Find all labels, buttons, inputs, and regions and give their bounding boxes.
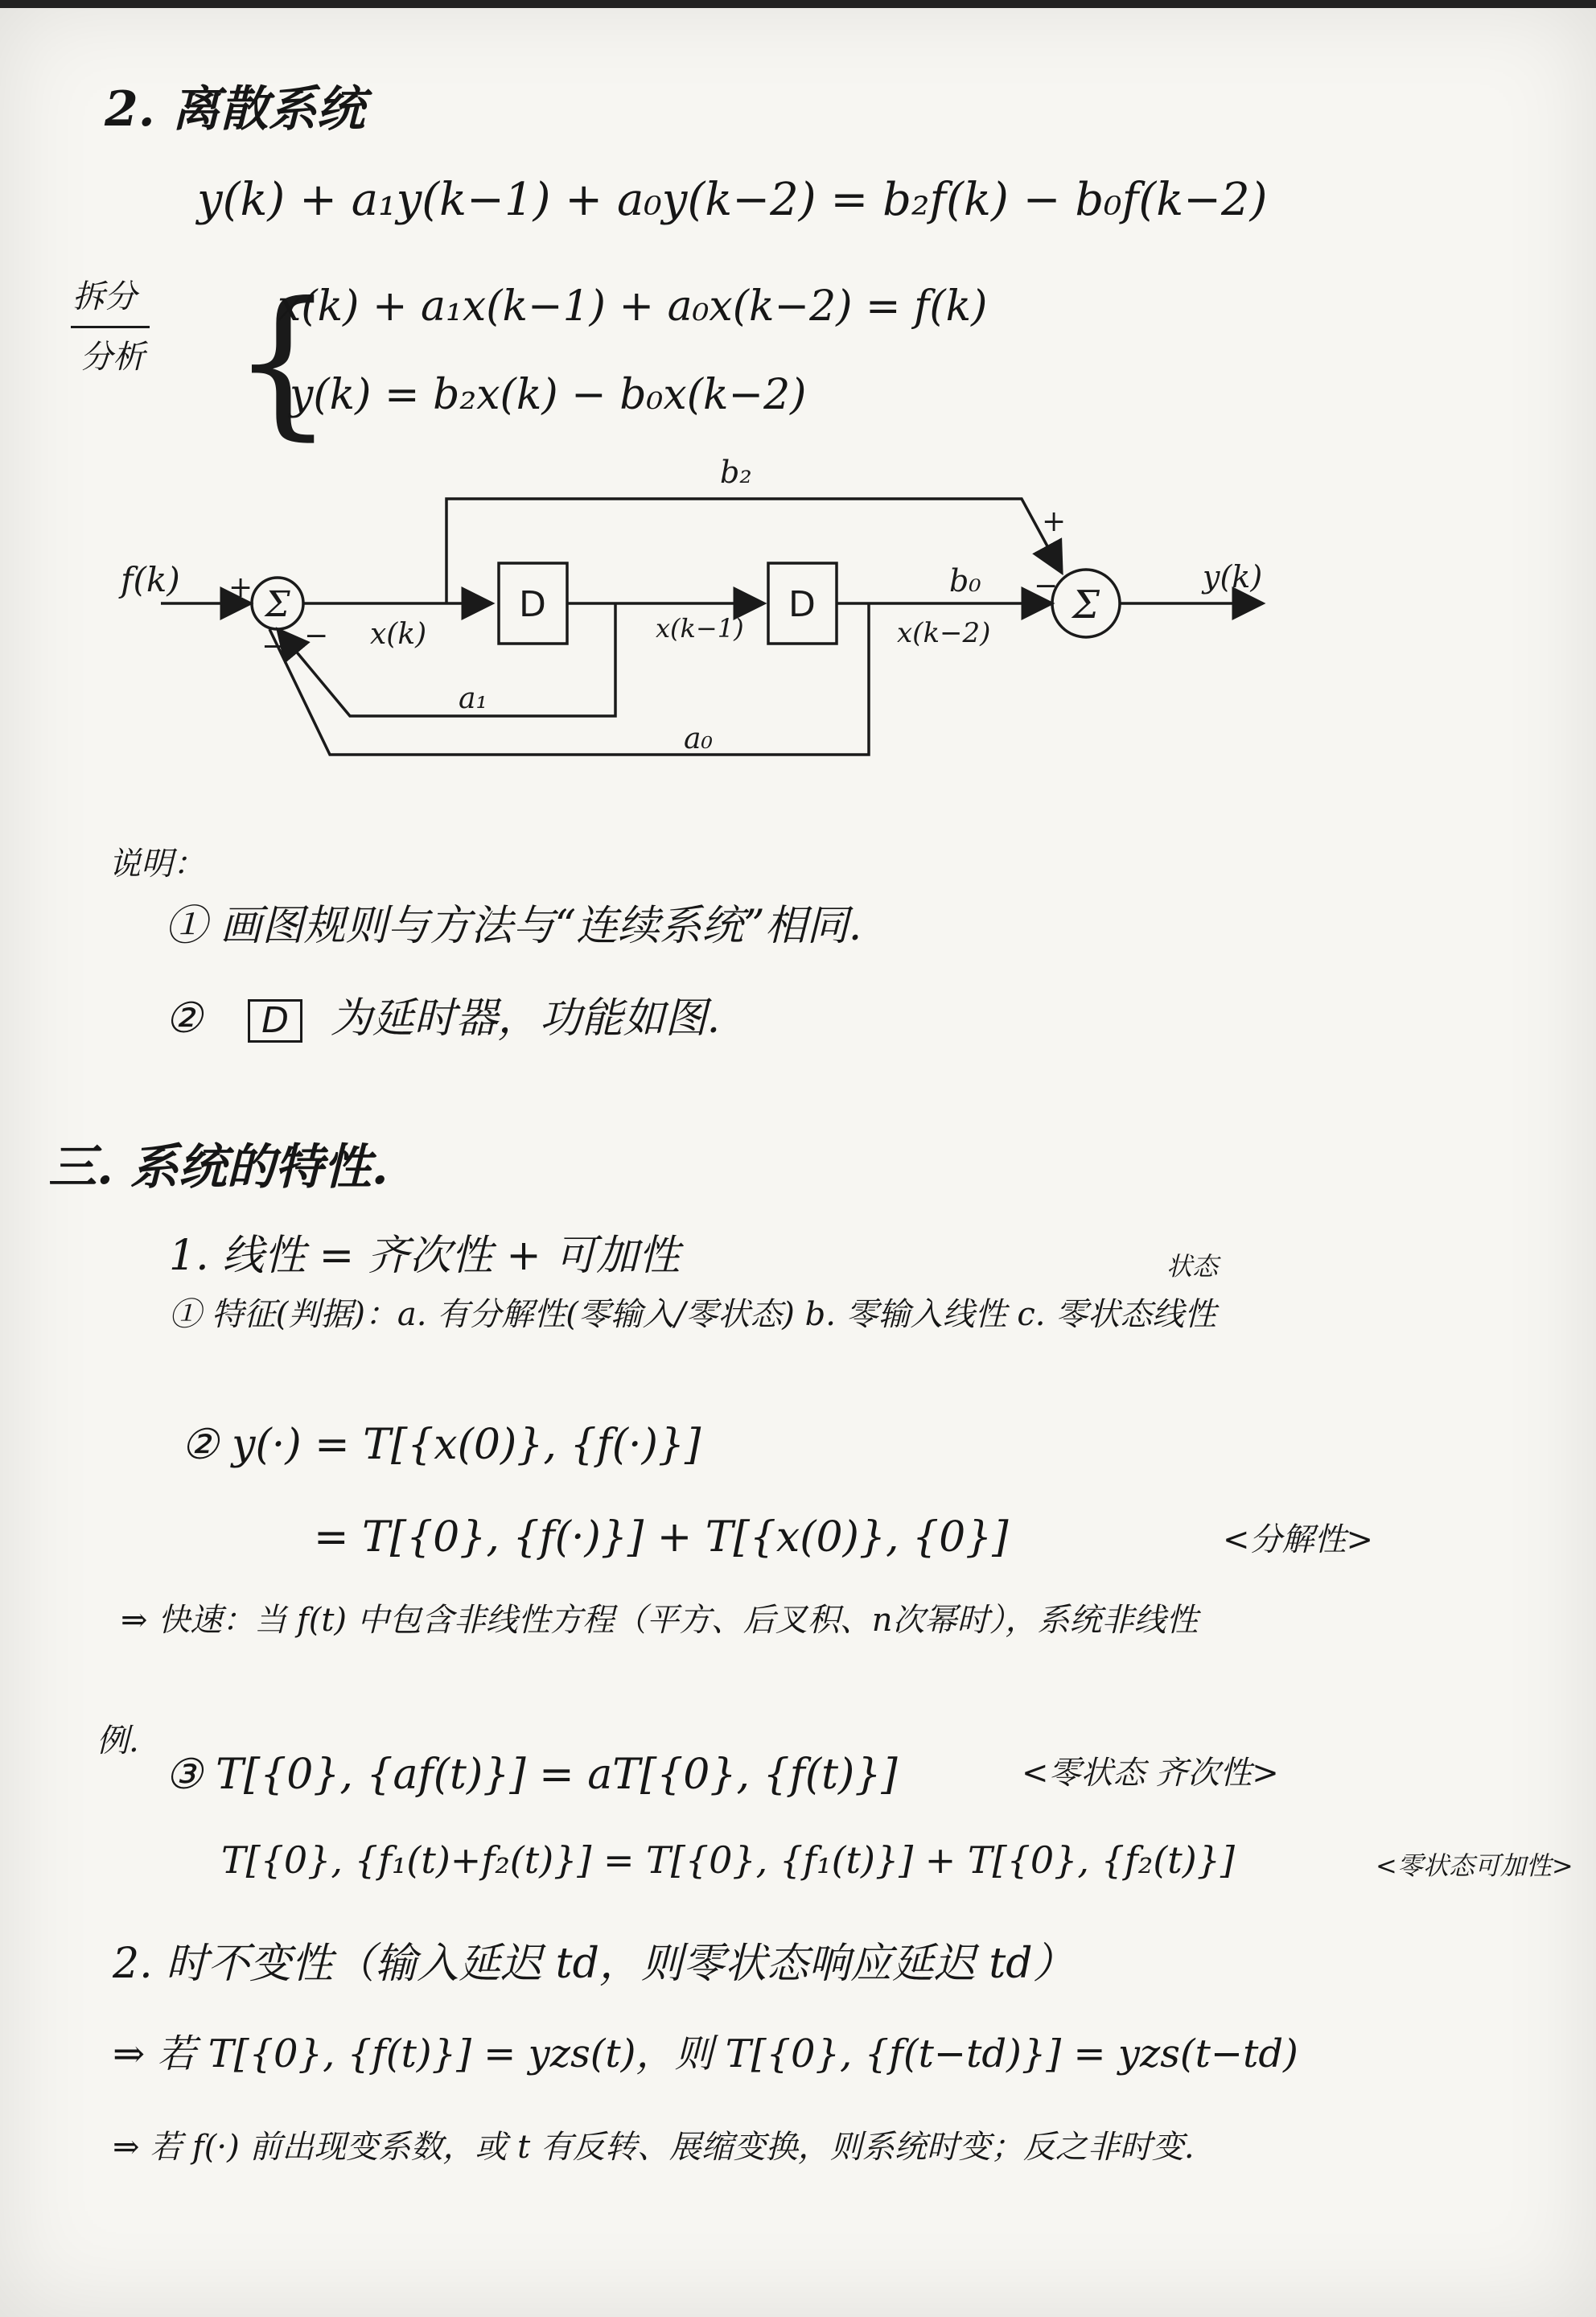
overwrite-state: 状态 bbox=[1166, 1251, 1219, 1282]
sign-minus-b0: − bbox=[1034, 570, 1059, 603]
analysis-equation-1: x(k) + a₁x(k−1) + a₀x(k−2) = f(k) bbox=[278, 282, 988, 331]
label-a0: a₀ bbox=[684, 722, 713, 755]
sign-minus-a1: − bbox=[304, 619, 329, 652]
homogeneity-note: <零状态 齐次性> bbox=[1022, 1755, 1279, 1792]
sign-plus-b2: + bbox=[1042, 505, 1067, 538]
diagram-output-label: y(k) bbox=[1203, 559, 1263, 595]
label-x-k: x(k) bbox=[370, 618, 427, 651]
linearity-definition: 1. 线性 = 齐次性 + 可加性 bbox=[169, 1232, 681, 1280]
page-top-edge bbox=[0, 0, 1596, 8]
additivity-note: <零状态可加性> bbox=[1376, 1850, 1573, 1881]
label-b2: b₂ bbox=[720, 455, 752, 490]
linearity-criteria: ① 特征(判据)：a. 有分解性(零输入/零状态) b. 零输入线性 c. 零状态线性 bbox=[169, 1296, 1217, 1333]
label-x-k-2: x(k−2) bbox=[897, 617, 991, 649]
time-invariance-rule: ⇒ 若 T[{0}, {f(t)}] = yzs(t)，则 T[{0}, {f(t−td)}] = yzs(t−td) bbox=[113, 2031, 1298, 2076]
note-1: ① 画图规则与方法与“连续系统”相同. bbox=[165, 902, 862, 950]
homogeneity-line: ③ T[{0}, {af(t)}] = aT[{0}, {f(t)}] bbox=[165, 1751, 898, 1799]
difference-equation: y(k) + a₁y(k−1) + a₀y(k−2) = b₂f(k) − b₀f(k−2) bbox=[197, 174, 1268, 226]
quick-rule: ⇒ 快速：当 f(t) 中包含非线性方程（平方、后叉积、n次幂时），系统非线性 bbox=[121, 1602, 1199, 1639]
section-2-heading: 2. 离散系统 bbox=[105, 81, 365, 138]
decomposition-line-1: ② y(·) = T[{x(0)}, {f(·)}] bbox=[181, 1421, 701, 1469]
decomposition-line-2: = T[{0}, {f(·)}] + T[{x(0)}, {0}] bbox=[314, 1513, 1009, 1562]
time-invariance-definition: 2. 时不变性（输入延迟 td，则零状态响应延迟 td） bbox=[113, 1940, 1075, 1988]
delay-label-1: D bbox=[519, 584, 546, 625]
label-x-k-1: x(k−1) bbox=[656, 613, 744, 644]
a0-feedback-path bbox=[269, 603, 869, 755]
label-a1: a₁ bbox=[459, 682, 487, 715]
diagram-input-label: f(k) bbox=[121, 560, 180, 599]
label-b0: b₀ bbox=[949, 563, 981, 599]
analysis-equation-2: y(k) = b₂x(k) − b₀x(k−2) bbox=[290, 371, 807, 419]
section-3-heading: 三. 系统的特性. bbox=[48, 1139, 389, 1196]
time-variance-rule: ⇒ 若 f(·) 前出现变系数，或 t 有反转、展缩变换，则系统时变；反之非时变. bbox=[113, 2129, 1195, 2166]
note-2-number: ② bbox=[165, 994, 203, 1043]
delay-symbol-box: D bbox=[248, 999, 302, 1043]
system-brace: { bbox=[232, 268, 335, 455]
analysis-label-top: 拆分 bbox=[72, 278, 137, 315]
block-diagram bbox=[0, 434, 1596, 772]
decomposition-note: <分解性> bbox=[1223, 1521, 1374, 1558]
note-2 bbox=[165, 994, 720, 1043]
delay-label-2: D bbox=[788, 584, 816, 625]
sum-symbol-right: Σ bbox=[1072, 582, 1100, 628]
note-2-text: 为延时器，功能如图. bbox=[330, 994, 721, 1043]
analysis-label-divider bbox=[71, 326, 150, 328]
sign-plus-input: + bbox=[228, 571, 253, 604]
additivity-line: T[{0}, {f₁(t)+f₂(t)}] = T[{0}, {f₁(t)}] + T[{0}, {f₂(t)}] bbox=[221, 1838, 1235, 1882]
analysis-label-bottom: 分析 bbox=[80, 339, 145, 376]
sum-symbol-left: Σ bbox=[265, 584, 290, 625]
notes-title: 说明： bbox=[109, 846, 205, 883]
example-label: 例. bbox=[97, 1722, 139, 1759]
sign-minus-a0: − bbox=[261, 630, 286, 663]
